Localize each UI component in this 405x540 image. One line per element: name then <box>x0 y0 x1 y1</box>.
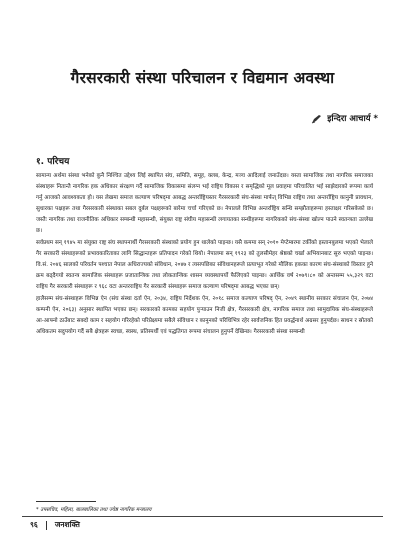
footnote-divider <box>36 501 96 502</box>
journal-name: जनशक्ति <box>54 520 80 529</box>
paragraph-3: हालैसम्म संघ-संस्थाहरू विभिन्न ऐन (संघ संस्था दर्ता ऐन, २०३४, राष्ट्रिय निर्देशक ऐन, २०१८ समाज कल्याण परिषद् ऐन, २०४९ स्थानीय सरकार संचालन ऐन, २०७४ कम्पनी ऐन, २०६३) अनुसार स्थापित भएका छन्। सरकारको कामका सहयोग पुऱ्याउन निजी क्षेत्र, गैरसरकारी क्षेत्र, नागरिक समाज तथा सामुदायिक संघ-संस्थाहरूले आ-आफ्नो ठाउँबाट सक्दो काम र सहयोग गरिरहेको परिप्रेक्ष्यमा सबैले संविधान र कानुनको परिधिभित्र रहेर सार्वजनिक हित प्रवर्द्धनार्थ अग्रसर हुनुपर्दछ। साधन र स्रोतको अधिकतम सदुपयोग गर्दै सबै क्षेत्रहरू स्वच्छ, स्वस्थ, प्रतिस्पर्धी एवं पद्धतिगत रूपमा संचालन हुनुपर्ने देखिन्छ। गैरसरकारी संस्था सम्बन्धी <box>36 295 373 335</box>
article-body <box>36 171 373 339</box>
author-line <box>311 113 378 124</box>
pen-icon <box>311 114 323 124</box>
paragraph-2: सर्वप्रथम सन् १९४५ मा संयुक्त राष्ट्र संघ स्थापनार्थी गैरसरकारी संस्थाको प्रयोग हुन थालेको पाइन्छ। यसै कममा सन् २०१० मेप्टेम्बरमा टर्कीको इस्तानबुलमा भएको भेलाले गैर सरकारी संस्थाहरूको प्रभावकारिताका लागि सिद्धान्तहरू प्रतिपादन गरेको थियो। नेपालमा सन् १९२३ को तुलसीमेहर श्रेष्ठको चर्खा अभियानबाट सुरु भएको पाइन्छ। वि.सं. २०४६ सालको परिवर्तन पश्चात नेपाल अधिराज्यको संविधान, २०४७ र त्यसपछिका संविधानहरूले प्रत्याभूत गरेको मौलिक हकका कारण संघ-संस्थाको विस्तार हुने क्रम बढ्दैगयो स्वतन्त्र सामाजिक संस्थाहरू प्रजातान्त्रिक तथा लोकतान्त्रिक शासन व्यवस्थापर्यो फैलिएको पाइन्छ। आर्थिक वर्ष २०७९।८० को अन्तसम्म ५५,३२९ वटा राष्ट्रिय गैर सरकारी संस्थाहरू र ९६८ वटा अन्तरराष्ट्रिय गैर सरकारी संस्थाहरू समाज कल्याण परिषद्‌मा आबद्ध भएका छन्। <box>36 239 373 290</box>
page-number: ९६ <box>30 520 38 529</box>
page-footer <box>30 520 80 530</box>
footer-divider <box>22 516 383 517</box>
footnote: * उपसचिव, महिला, बालबालिका तथा ज्येष्ठ नागरिक मन्त्रालय <box>36 507 152 513</box>
article-title: गैरसरकारी संस्था परिचालन र विद्यमान अवस्था <box>70 69 335 87</box>
paragraph-1: सामान्य अर्थमा संस्था भनेको कुनै निश्चित उद्देश्य लिई स्थापित संघ, समिति, समूह, क्लब, केन्द्र, मञ्च आदिलाई जनाउँदछ। यस्ता सामाजिक तथा नागरिक समाजका संस्थाहरू नितान्तै नागरिक हक अधिकार संरक्षण गर्दै सामाजिक विकासमा संलग्न भई राष्ट्रिय विकास र समृद्धिको मूल प्रवाहमा परिचालित भई साझेदारको रूपमा कार्य गर्नु आजको आवश्यकता हो। यस लेखमा समाज कल्याण परिषद्‌मा आबद्ध अन्तर्राष्ट्रियस्तर गैरसरकारी संघ-संस्था मार्फत् विभिन्न राष्ट्रिय तथा अन्तर्राष्ट्रिय कानुनी प्रावधान, सुधारका पक्षहरू तथा गैरसरकारी संस्थाका सबल दुर्बल पक्षहरूको बारेमा चर्चा गरिएको छ। नेपालले विभिन्न अन्तर्राष्ट्रिय सन्धि सम्झौताहरूमा हस्ताक्षर गरिसकेको छ। जस्तैः नागरिक तथा राजनीतिक अधिकार सम्बन्धी महासन्धी, संयुक्त राष्ट्र संघीय महासन्धी लगायतका सन्धीहरूमा नागरिकको संघ-संस्था खोल्न पाउने स्वतन्त्रता उल्लेख छ। <box>36 173 373 234</box>
author-name: इन्दिरा आचार्य * <box>327 114 378 124</box>
section-heading: १. परिचय <box>36 157 70 167</box>
footer-separator <box>46 521 47 530</box>
